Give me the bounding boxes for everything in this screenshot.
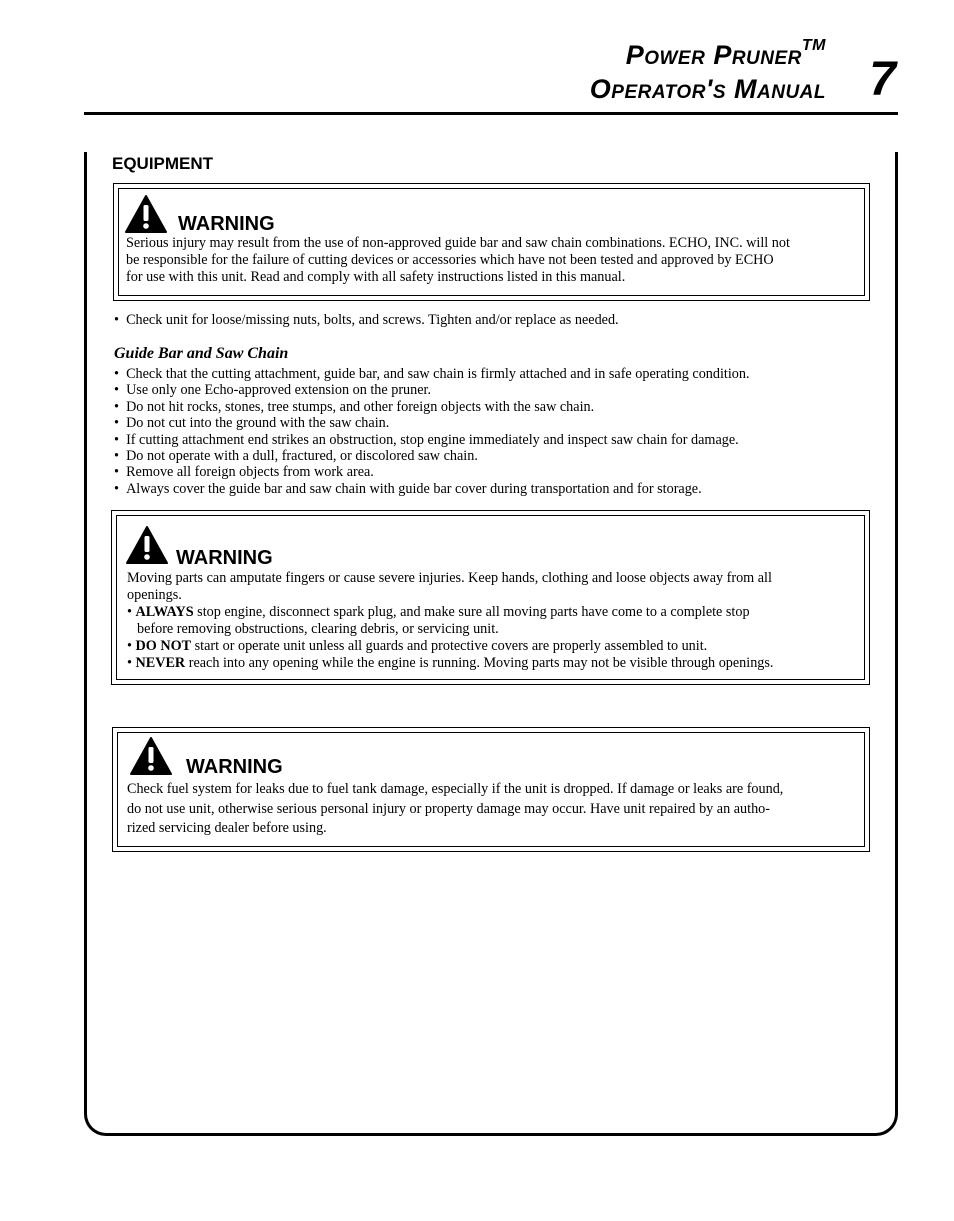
title-line-2: Operator's Manual xyxy=(589,74,826,104)
warning-text: Moving parts can amputate fingers or cause severe injuries. Keep hands, clothing and loose objects away from all openings. • ALWAYS stop engine, disconnect spark plug, and make sure all moving parts have come to a complete stop before removing obstructions, clearing debris, or servicing unit. • DO NOT start or operate unit unless all guards and protective covers are properly assembled to unit. • NEVER reach into any opening while the engine is running. Moving parts may not be visible through openings. xyxy=(127,570,774,671)
list-item: • Do not cut into the ground with the saw chain. xyxy=(114,415,390,432)
list-item: • If cutting attachment end strikes an obstruction, stop engine immediately and inspect saw chain for damage. xyxy=(114,431,739,448)
warning-text xyxy=(126,235,790,286)
page-number: 7 xyxy=(869,53,896,106)
page-title xyxy=(590,38,826,106)
list-item: • Remove all foreign objects from work area. xyxy=(114,464,374,481)
warning-label: WARNING xyxy=(176,547,273,569)
warning-label: WARNING xyxy=(178,213,275,235)
section-heading: EQUIPMENT xyxy=(112,154,214,173)
text-line: be responsible for the failure of cutting devices or accessories which have not been tested and approved by ECHO xyxy=(126,252,774,268)
warning-triangle-icon xyxy=(124,194,168,234)
text-line: Serious injury may result from the use of non-approved guide bar and saw chain combinations. ECHO, INC. will not xyxy=(126,235,790,251)
warning-box-2 xyxy=(111,510,870,685)
warning-box-1 xyxy=(113,183,870,301)
warning-text xyxy=(127,780,783,839)
bullet-text: Check unit for loose/missing nuts, bolts, and screws. Tighten and/or replace as needed. xyxy=(126,312,619,328)
guide-bar-list xyxy=(114,366,750,497)
trademark-mark: TM xyxy=(801,37,826,54)
text-line: Check fuel system for leaks due to fuel tank damage, especially if the unit is dropped. If damage or leaks are found, xyxy=(127,781,784,797)
list-item: • Always cover the guide bar and saw chain with guide bar cover during transportation and for storage. xyxy=(114,480,702,497)
warning-label: WARNING xyxy=(186,756,283,778)
list-item: • Do not operate with a dull, fractured, or discolored saw chain. xyxy=(114,448,478,465)
text-line: do not use unit, otherwise serious personal injury or property damage may occur. Have unit repaired by an autho- xyxy=(127,800,770,817)
header-rule xyxy=(84,112,898,115)
warning-box-3 xyxy=(112,727,870,852)
guide-bar-heading: Guide Bar and Saw Chain xyxy=(114,345,289,362)
check-bullet: • Check unit for loose/missing nuts, bolts, and screws. Tighten and/or replace as needed. xyxy=(114,312,619,328)
list-item: • Do not hit rocks, stones, tree stumps, and other foreign objects with the saw chain. xyxy=(114,398,595,415)
warning-triangle-icon xyxy=(129,736,173,776)
text-line: for use with this unit. Read and comply with all safety instructions listed in this manual. xyxy=(126,269,626,285)
list-item: • Use only one Echo-approved extension on the pruner. xyxy=(114,382,432,399)
warning-triangle-icon xyxy=(125,525,169,565)
text-line: rized servicing dealer before using. xyxy=(127,820,327,836)
title-line-1: Power Pruner xyxy=(625,40,802,70)
list-item: • Check that the cutting attachment, guide bar, and saw chain is firmly attached and in safe operating condition. xyxy=(114,366,750,382)
